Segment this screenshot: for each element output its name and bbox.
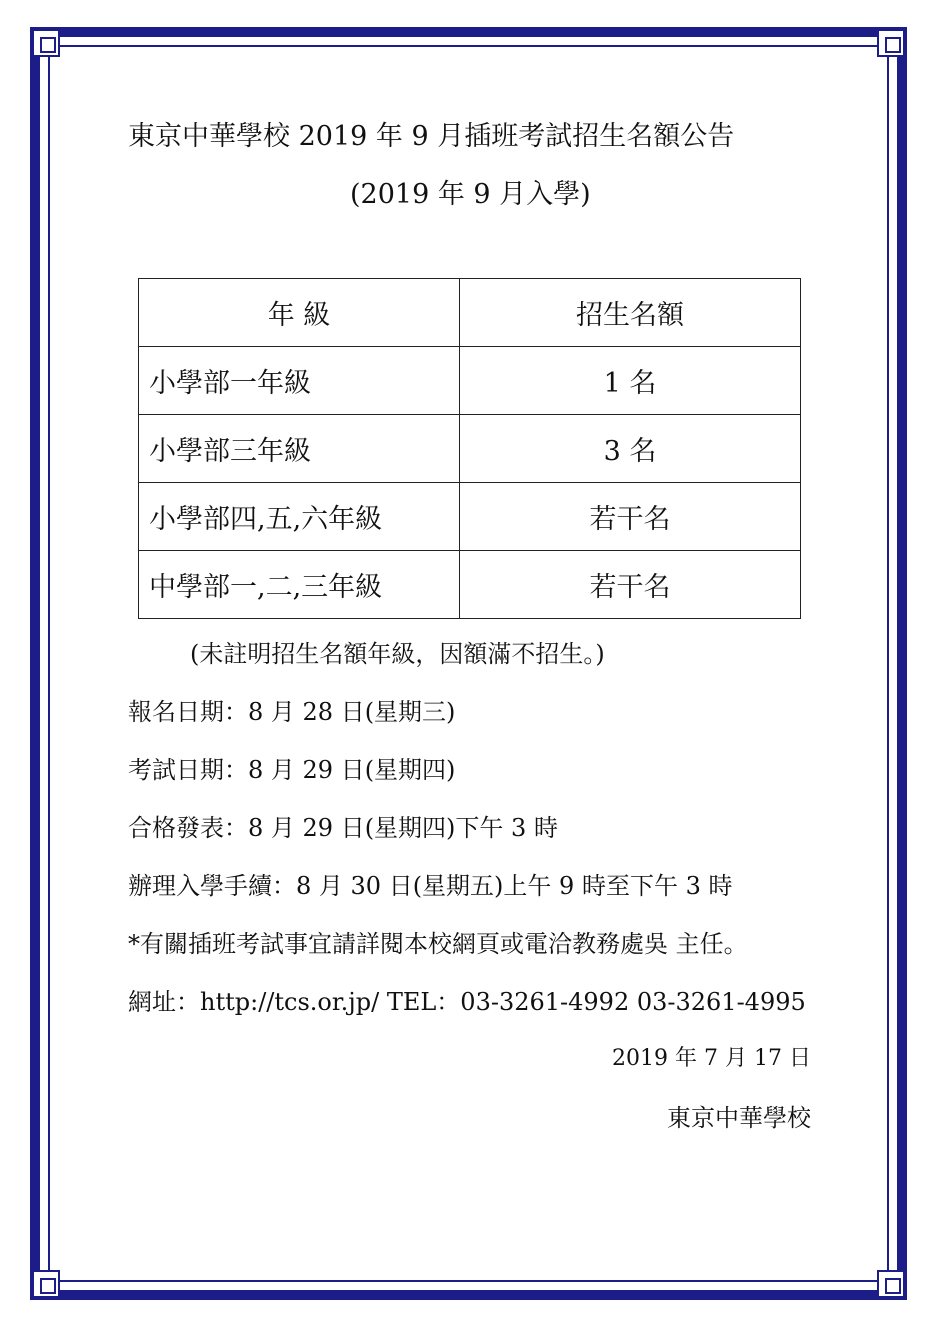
exam-date: 考試日期：8 月 29 日(星期四) <box>128 756 456 784</box>
grade-cell: 小學部四,五,六年級 <box>139 483 460 551</box>
notice-title: 東京中華學校 2019 年 9 月插班考試招生名額公告 <box>128 121 735 152</box>
result-announcement: 合格發表：8 月 29 日(星期四)下午 3 時 <box>128 814 558 842</box>
quota-cell: 若干名 <box>460 483 801 551</box>
quota-cell: 3 名 <box>460 415 801 483</box>
quota-table <box>138 278 801 619</box>
quota-note: (未註明招生名額年級，因額滿不招生。) <box>190 640 605 668</box>
issue-date: 2019 年 7 月 17 日 <box>612 1046 811 1071</box>
grade-cell: 小學部三年級 <box>139 415 460 483</box>
school-signature: 東京中華學校 <box>667 1104 811 1132</box>
table-row <box>139 415 801 483</box>
table-header-row <box>139 279 801 347</box>
table-row <box>139 551 801 619</box>
corner-ornament-bottom-right <box>877 1270 905 1298</box>
enrollment-procedure: 辦理入學手續：8 月 30 日(星期五)上午 9 時至下午 3 時 <box>128 872 733 900</box>
grade-cell: 小學部一年級 <box>139 347 460 415</box>
table-row <box>139 347 801 415</box>
notice-subtitle: (2019 年 9 月入學) <box>350 179 591 210</box>
quota-cell: 若干名 <box>460 551 801 619</box>
grade-cell: 中學部一,二,三年級 <box>139 551 460 619</box>
quota-cell: 1 名 <box>460 347 801 415</box>
header-quota: 招生名額 <box>460 279 801 347</box>
corner-ornament-bottom-left <box>32 1270 60 1298</box>
contact-info: 網址：http://tcs.or.jp/ TEL：03-3261-4992 03-3261-4995 <box>128 988 806 1016</box>
corner-ornament-top-right <box>877 29 905 57</box>
inquiry-note: *有關插班考試事宜請詳閱本校網頁或電洽教務處吳 主任。 <box>128 930 748 958</box>
table-row <box>139 483 801 551</box>
registration-date: 報名日期：8 月 28 日(星期三) <box>128 698 456 726</box>
corner-ornament-top-left <box>32 29 60 57</box>
header-grade: 年 級 <box>139 279 460 347</box>
